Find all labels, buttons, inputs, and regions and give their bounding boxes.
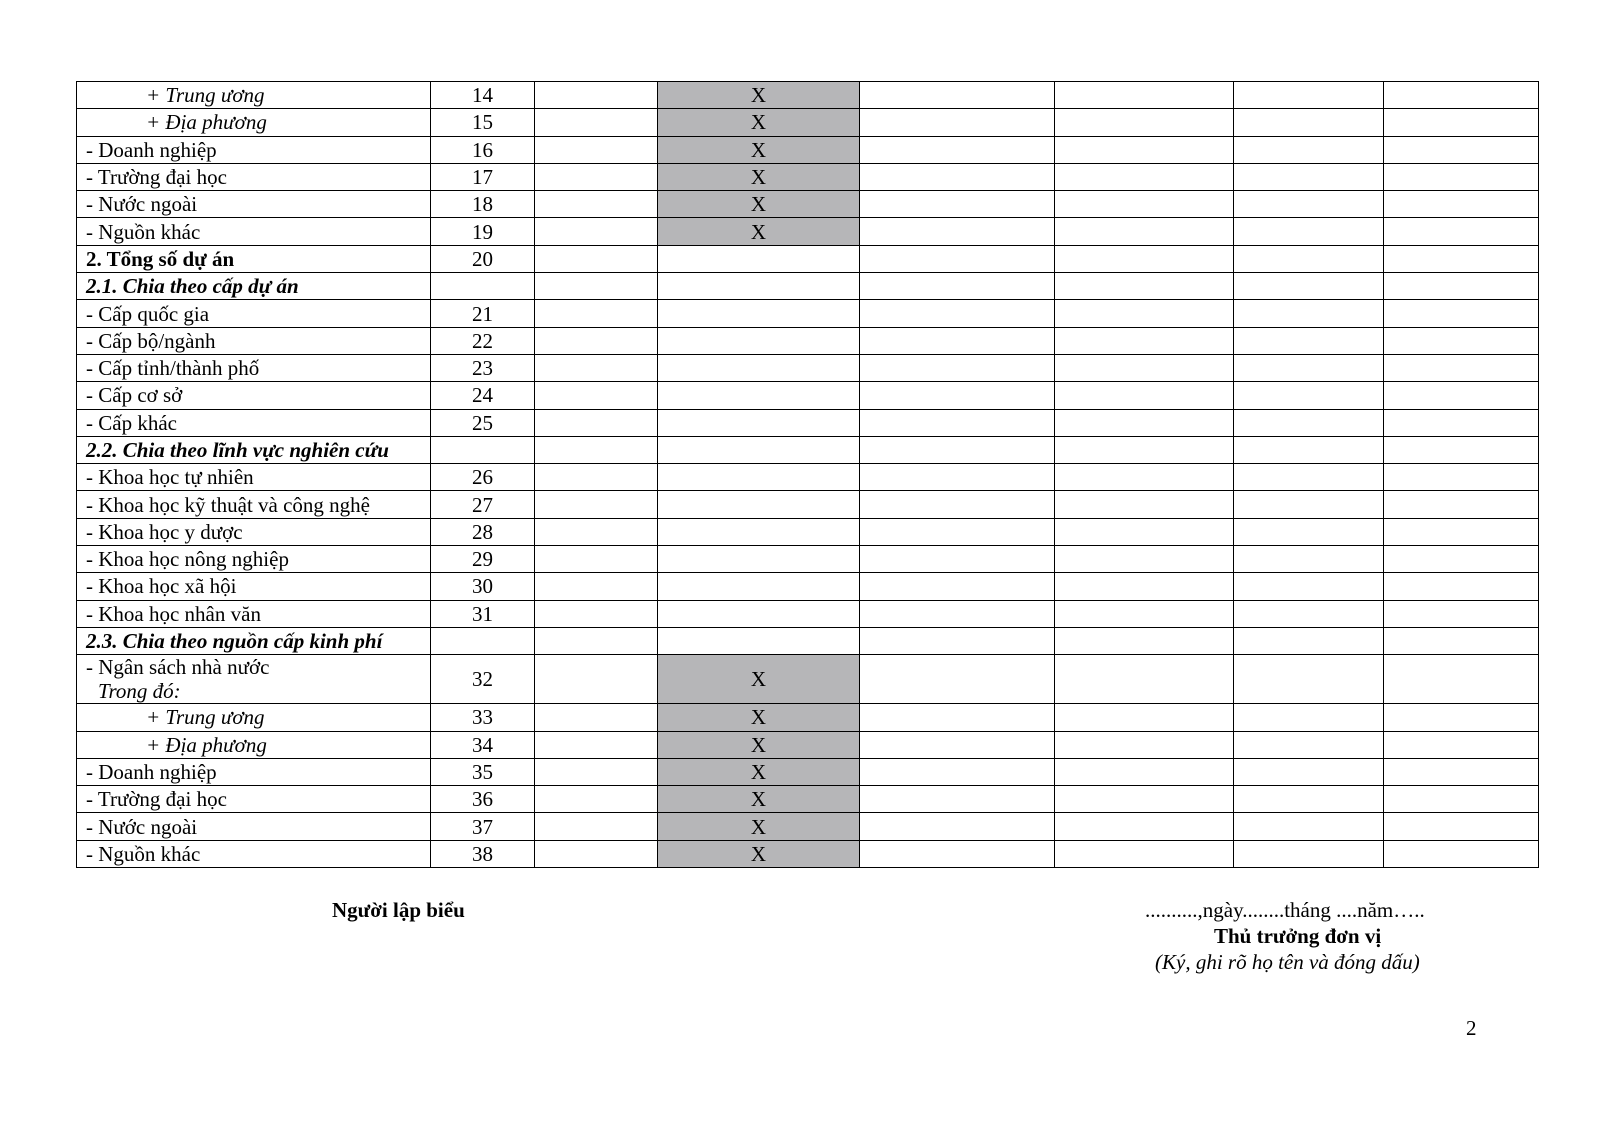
mark-cell: X bbox=[658, 109, 860, 136]
value-cell bbox=[1384, 840, 1539, 867]
row-code: 30 bbox=[431, 573, 535, 600]
mark-cell bbox=[658, 327, 860, 354]
value-cell bbox=[1384, 731, 1539, 758]
value-cell bbox=[1384, 354, 1539, 381]
table-row bbox=[77, 191, 1539, 218]
value-cell bbox=[535, 136, 658, 163]
value-cell bbox=[1384, 382, 1539, 409]
value-cell bbox=[1384, 409, 1539, 436]
row-code: 20 bbox=[431, 245, 535, 272]
value-cell bbox=[1234, 546, 1384, 573]
row-label-cell bbox=[77, 409, 431, 436]
mark-cell: X bbox=[658, 163, 860, 190]
mark-cell bbox=[658, 382, 860, 409]
value-cell bbox=[535, 109, 658, 136]
table-row bbox=[77, 600, 1539, 627]
row-label: 2.1. Chia theo cấp dự án bbox=[86, 274, 299, 299]
row-label: - Khoa học nông nghiệp bbox=[86, 547, 289, 572]
row-code: 38 bbox=[431, 840, 535, 867]
value-cell bbox=[1384, 109, 1539, 136]
row-label: - Doanh nghiệp bbox=[86, 137, 217, 162]
value-cell bbox=[535, 813, 658, 840]
value-cell bbox=[1384, 518, 1539, 545]
mark-cell: X bbox=[658, 758, 860, 785]
value-cell bbox=[1055, 731, 1234, 758]
value-cell bbox=[535, 436, 658, 463]
mark-cell bbox=[658, 273, 860, 300]
table-row bbox=[77, 655, 1539, 704]
value-cell bbox=[860, 191, 1055, 218]
row-code: 15 bbox=[431, 109, 535, 136]
row-code: 34 bbox=[431, 731, 535, 758]
value-cell bbox=[1384, 627, 1539, 654]
value-cell bbox=[1384, 82, 1539, 109]
value-cell bbox=[1234, 218, 1384, 245]
value-cell bbox=[535, 327, 658, 354]
value-cell bbox=[535, 786, 658, 813]
value-cell bbox=[1384, 163, 1539, 190]
row-label: + Địa phương bbox=[146, 110, 267, 135]
row-label-cell bbox=[77, 786, 431, 813]
value-cell bbox=[1055, 218, 1234, 245]
value-cell bbox=[535, 409, 658, 436]
value-cell bbox=[1234, 382, 1384, 409]
value-cell bbox=[1055, 600, 1234, 627]
value-cell bbox=[1234, 436, 1384, 463]
row-label: - Ngân sách nhà nước bbox=[86, 655, 270, 680]
value-cell bbox=[1384, 573, 1539, 600]
value-cell bbox=[1055, 245, 1234, 272]
value-cell bbox=[1055, 109, 1234, 136]
value-cell bbox=[535, 245, 658, 272]
value-cell bbox=[860, 655, 1055, 704]
mark-cell: X bbox=[658, 704, 860, 731]
row-code: 14 bbox=[431, 82, 535, 109]
value-cell bbox=[1384, 655, 1539, 704]
value-cell bbox=[1055, 273, 1234, 300]
row-code: 19 bbox=[431, 218, 535, 245]
value-cell bbox=[860, 627, 1055, 654]
value-cell bbox=[535, 491, 658, 518]
table-body bbox=[77, 82, 1539, 868]
mark-cell: X bbox=[658, 655, 860, 704]
value-cell bbox=[1384, 300, 1539, 327]
value-cell bbox=[860, 546, 1055, 573]
table-row bbox=[77, 300, 1539, 327]
table-row bbox=[77, 409, 1539, 436]
mark-cell bbox=[658, 409, 860, 436]
mark-cell: X bbox=[658, 731, 860, 758]
value-cell bbox=[535, 464, 658, 491]
row-code: 23 bbox=[431, 354, 535, 381]
value-cell bbox=[535, 600, 658, 627]
value-cell bbox=[1055, 300, 1234, 327]
value-cell bbox=[1234, 627, 1384, 654]
row-code: 17 bbox=[431, 163, 535, 190]
value-cell bbox=[1055, 136, 1234, 163]
row-code: 33 bbox=[431, 704, 535, 731]
value-cell bbox=[535, 731, 658, 758]
table-row bbox=[77, 218, 1539, 245]
mark-cell bbox=[658, 354, 860, 381]
value-cell bbox=[1384, 218, 1539, 245]
value-cell bbox=[1234, 600, 1384, 627]
row-label: + Trung ương bbox=[146, 705, 265, 730]
value-cell bbox=[535, 704, 658, 731]
row-label: - Nước ngoài bbox=[86, 814, 198, 839]
value-cell bbox=[1234, 300, 1384, 327]
value-cell bbox=[1055, 546, 1234, 573]
mark-cell bbox=[658, 245, 860, 272]
value-cell bbox=[1055, 758, 1234, 785]
table-row bbox=[77, 273, 1539, 300]
page-number: 2 bbox=[1466, 1016, 1477, 1040]
value-cell bbox=[1384, 704, 1539, 731]
row-label-cell bbox=[77, 627, 431, 654]
mark-cell bbox=[658, 491, 860, 518]
value-cell bbox=[860, 600, 1055, 627]
value-cell bbox=[1234, 245, 1384, 272]
table-row bbox=[77, 82, 1539, 109]
row-label: - Cấp quốc gia bbox=[86, 301, 210, 326]
value-cell bbox=[1055, 491, 1234, 518]
row-label: - Trường đại học bbox=[86, 787, 227, 812]
value-cell bbox=[1384, 786, 1539, 813]
value-cell bbox=[860, 163, 1055, 190]
value-cell bbox=[860, 491, 1055, 518]
row-code: 25 bbox=[431, 409, 535, 436]
value-cell bbox=[1055, 436, 1234, 463]
value-cell bbox=[860, 354, 1055, 381]
table-row bbox=[77, 731, 1539, 758]
value-cell bbox=[535, 382, 658, 409]
table-row bbox=[77, 245, 1539, 272]
value-cell bbox=[1234, 491, 1384, 518]
table-row bbox=[77, 136, 1539, 163]
value-cell bbox=[1055, 464, 1234, 491]
value-cell bbox=[860, 136, 1055, 163]
row-label-cell bbox=[77, 518, 431, 545]
row-label-cell bbox=[77, 704, 431, 731]
value-cell bbox=[1234, 354, 1384, 381]
row-code: 32 bbox=[431, 655, 535, 704]
row-code: 37 bbox=[431, 813, 535, 840]
value-cell bbox=[1384, 245, 1539, 272]
value-cell bbox=[1234, 731, 1384, 758]
mark-cell: X bbox=[658, 813, 860, 840]
row-label: - Cấp bộ/ngành bbox=[86, 328, 216, 353]
row-code: 28 bbox=[431, 518, 535, 545]
value-cell bbox=[1055, 327, 1234, 354]
row-code: 24 bbox=[431, 382, 535, 409]
table-row bbox=[77, 573, 1539, 600]
row-code: 31 bbox=[431, 600, 535, 627]
row-label: - Nguồn khác bbox=[86, 219, 201, 244]
row-label: 2. Tổng số dự án bbox=[86, 246, 235, 271]
value-cell bbox=[1055, 840, 1234, 867]
row-label: - Cấp khác bbox=[86, 410, 177, 435]
value-cell bbox=[1055, 191, 1234, 218]
mark-cell bbox=[658, 436, 860, 463]
value-cell bbox=[1384, 327, 1539, 354]
value-cell bbox=[860, 382, 1055, 409]
value-cell bbox=[860, 245, 1055, 272]
value-cell bbox=[860, 758, 1055, 785]
row-label-cell bbox=[77, 163, 431, 190]
row-label: 2.2. Chia theo lĩnh vực nghiên cứu bbox=[86, 438, 389, 462]
table-row bbox=[77, 840, 1539, 867]
value-cell bbox=[1384, 273, 1539, 300]
row-code bbox=[431, 436, 535, 463]
row-label: + Địa phương bbox=[146, 732, 267, 757]
value-cell bbox=[1384, 491, 1539, 518]
row-label-cell bbox=[77, 491, 431, 518]
table-row bbox=[77, 436, 1539, 463]
row-code: 35 bbox=[431, 758, 535, 785]
value-cell bbox=[1234, 191, 1384, 218]
table-row bbox=[77, 327, 1539, 354]
value-cell bbox=[860, 786, 1055, 813]
value-cell bbox=[535, 191, 658, 218]
row-label: - Doanh nghiệp bbox=[86, 759, 217, 784]
row-label-cell bbox=[77, 109, 431, 136]
value-cell bbox=[535, 163, 658, 190]
value-cell bbox=[1234, 786, 1384, 813]
row-label: - Khoa học tự nhiên bbox=[86, 465, 254, 490]
value-cell bbox=[1055, 409, 1234, 436]
mark-cell bbox=[658, 546, 860, 573]
value-cell bbox=[1384, 600, 1539, 627]
row-label: - Nguồn khác bbox=[86, 841, 201, 866]
value-cell bbox=[860, 300, 1055, 327]
value-cell bbox=[1234, 704, 1384, 731]
value-cell bbox=[535, 354, 658, 381]
value-cell bbox=[1234, 109, 1384, 136]
table-row bbox=[77, 813, 1539, 840]
row-code bbox=[431, 273, 535, 300]
table-row bbox=[77, 491, 1539, 518]
value-cell bbox=[1234, 518, 1384, 545]
table-row bbox=[77, 518, 1539, 545]
value-cell bbox=[1384, 136, 1539, 163]
value-cell bbox=[1234, 813, 1384, 840]
row-label-cell bbox=[77, 82, 431, 109]
table-row bbox=[77, 546, 1539, 573]
value-cell bbox=[535, 218, 658, 245]
row-code: 26 bbox=[431, 464, 535, 491]
value-cell bbox=[1234, 409, 1384, 436]
value-cell bbox=[1384, 546, 1539, 573]
value-cell bbox=[1055, 655, 1234, 704]
value-cell bbox=[860, 731, 1055, 758]
value-cell bbox=[860, 82, 1055, 109]
row-label-cell bbox=[77, 731, 431, 758]
row-label-cell bbox=[77, 464, 431, 491]
value-cell bbox=[1234, 273, 1384, 300]
table-row bbox=[77, 163, 1539, 190]
row-label: - Khoa học y dược bbox=[86, 519, 243, 544]
value-cell bbox=[860, 218, 1055, 245]
table-row bbox=[77, 786, 1539, 813]
row-label: - Trường đại học bbox=[86, 165, 227, 190]
row-label-cell bbox=[77, 245, 431, 272]
value-cell bbox=[1384, 758, 1539, 785]
row-label: 2.3. Chia theo nguồn cấp kinh phí bbox=[86, 629, 383, 654]
mark-cell: X bbox=[658, 82, 860, 109]
row-code: 22 bbox=[431, 327, 535, 354]
value-cell bbox=[1234, 573, 1384, 600]
mark-cell: X bbox=[658, 218, 860, 245]
row-label-cell bbox=[77, 758, 431, 785]
mark-cell bbox=[658, 573, 860, 600]
value-cell bbox=[535, 273, 658, 300]
row-label: - Khoa học kỹ thuật và công nghệ bbox=[86, 492, 371, 517]
table-row bbox=[77, 758, 1539, 785]
value-cell bbox=[1384, 191, 1539, 218]
value-cell bbox=[1055, 163, 1234, 190]
unit-head-title: Thủ trưởng đơn vị bbox=[1214, 924, 1382, 948]
table-row bbox=[77, 704, 1539, 731]
table-row bbox=[77, 627, 1539, 654]
value-cell bbox=[860, 840, 1055, 867]
value-cell bbox=[860, 436, 1055, 463]
mark-cell: X bbox=[658, 786, 860, 813]
row-code: 27 bbox=[431, 491, 535, 518]
value-cell bbox=[860, 409, 1055, 436]
value-cell bbox=[1384, 436, 1539, 463]
row-label: - Cấp tỉnh/thành phố bbox=[86, 356, 260, 381]
table-row bbox=[77, 109, 1539, 136]
row-label-cell bbox=[77, 655, 431, 704]
value-cell bbox=[860, 327, 1055, 354]
row-label-cell bbox=[77, 300, 431, 327]
date-line: ..........,ngày........tháng ....năm….. bbox=[1145, 898, 1425, 922]
value-cell bbox=[535, 546, 658, 573]
row-code: 16 bbox=[431, 136, 535, 163]
row-label-cell bbox=[77, 813, 431, 840]
value-cell bbox=[535, 82, 658, 109]
value-cell bbox=[1055, 813, 1234, 840]
row-code: 29 bbox=[431, 546, 535, 573]
mark-cell bbox=[658, 300, 860, 327]
row-label-cell bbox=[77, 191, 431, 218]
row-code: 36 bbox=[431, 786, 535, 813]
row-label-cell bbox=[77, 546, 431, 573]
row-label-cell bbox=[77, 573, 431, 600]
value-cell bbox=[1234, 327, 1384, 354]
value-cell bbox=[1384, 464, 1539, 491]
unit-head-note: (Ký, ghi rõ họ tên và đóng dấu) bbox=[1155, 950, 1420, 974]
value-cell bbox=[860, 464, 1055, 491]
row-label: + Trung ương bbox=[146, 83, 265, 108]
value-cell bbox=[1234, 758, 1384, 785]
row-label: - Khoa học nhân văn bbox=[86, 601, 261, 626]
value-cell bbox=[535, 300, 658, 327]
value-cell bbox=[1055, 82, 1234, 109]
value-cell bbox=[860, 518, 1055, 545]
row-label-cell bbox=[77, 136, 431, 163]
row-label: - Nước ngoài bbox=[86, 192, 198, 217]
value-cell bbox=[860, 813, 1055, 840]
statistics-table bbox=[76, 81, 1539, 868]
value-cell bbox=[535, 518, 658, 545]
value-cell bbox=[1055, 573, 1234, 600]
value-cell bbox=[535, 627, 658, 654]
value-cell bbox=[1234, 136, 1384, 163]
mark-cell: X bbox=[658, 191, 860, 218]
table-row bbox=[77, 464, 1539, 491]
row-label-cell bbox=[77, 273, 431, 300]
value-cell bbox=[535, 840, 658, 867]
row-label-cell bbox=[77, 218, 431, 245]
value-cell bbox=[860, 273, 1055, 300]
value-cell bbox=[535, 758, 658, 785]
value-cell bbox=[535, 573, 658, 600]
value-cell bbox=[860, 109, 1055, 136]
row-label: - Khoa học xã hội bbox=[86, 574, 237, 599]
row-sublabel: Trong đó: bbox=[98, 679, 181, 704]
value-cell bbox=[1384, 813, 1539, 840]
value-cell bbox=[1055, 518, 1234, 545]
row-code: 18 bbox=[431, 191, 535, 218]
row-label-cell bbox=[77, 840, 431, 867]
value-cell bbox=[1234, 840, 1384, 867]
value-cell bbox=[1055, 627, 1234, 654]
row-label-cell bbox=[77, 600, 431, 627]
value-cell bbox=[535, 655, 658, 704]
row-label-cell bbox=[77, 382, 431, 409]
row-code bbox=[431, 627, 535, 654]
mark-cell bbox=[658, 464, 860, 491]
mark-cell bbox=[658, 600, 860, 627]
value-cell bbox=[1055, 382, 1234, 409]
mark-cell: X bbox=[658, 840, 860, 867]
value-cell bbox=[1055, 786, 1234, 813]
row-code: 21 bbox=[431, 300, 535, 327]
mark-cell bbox=[658, 518, 860, 545]
mark-cell bbox=[658, 627, 860, 654]
value-cell bbox=[1055, 354, 1234, 381]
value-cell bbox=[1234, 655, 1384, 704]
table-row bbox=[77, 354, 1539, 381]
value-cell bbox=[1234, 464, 1384, 491]
row-label-cell bbox=[77, 436, 431, 463]
value-cell bbox=[1234, 163, 1384, 190]
preparer-label: Người lập biểu bbox=[332, 898, 465, 922]
value-cell bbox=[1234, 82, 1384, 109]
value-cell bbox=[1055, 704, 1234, 731]
value-cell bbox=[860, 704, 1055, 731]
row-label: - Cấp cơ sở bbox=[86, 383, 183, 408]
row-label-cell bbox=[77, 327, 431, 354]
mark-cell: X bbox=[658, 136, 860, 163]
row-label-cell bbox=[77, 354, 431, 381]
value-cell bbox=[860, 573, 1055, 600]
table-row bbox=[77, 382, 1539, 409]
